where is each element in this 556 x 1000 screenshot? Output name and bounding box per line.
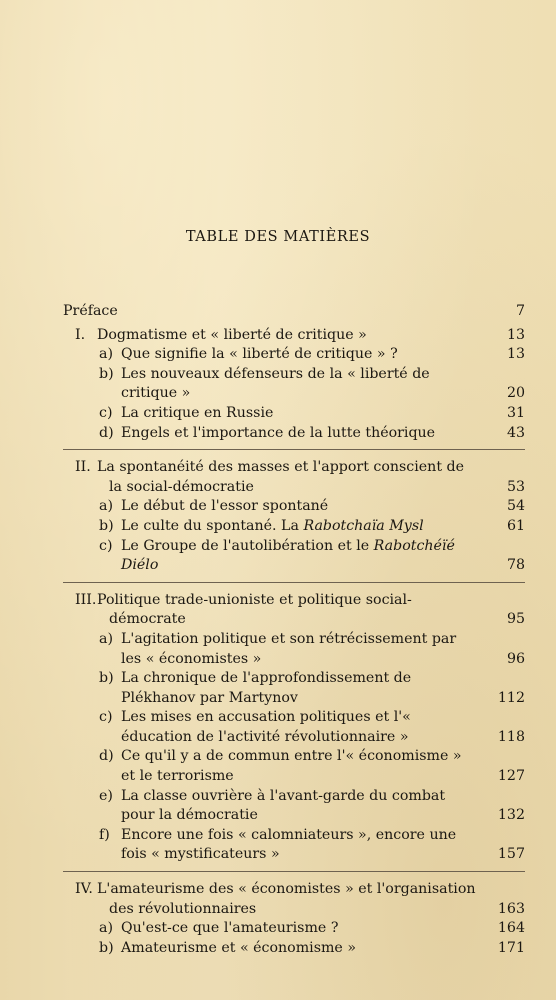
section-title: Politique trade-unioniste et politique social-démocrate [97,591,412,628]
section-number: III. [75,591,97,608]
item-letter: f) [99,826,110,843]
section-number: IV. [75,881,93,898]
divider [63,871,525,872]
table-of-contents [63,302,525,964]
section-heading [63,880,525,919]
item-letter: c) [99,404,113,421]
item-text: Le début de l'essor spontané [121,498,329,515]
item-italic-title: Rabotchéïé Diélo [121,537,455,574]
item-text: Ce qu'il y a de commun entre l'« économisme » et le terrorisme [121,748,462,785]
item-letter: b) [99,670,114,687]
toc-item [63,497,525,517]
section-3 [63,591,525,865]
item-page: 96 [506,650,525,667]
item-page: 171 [497,939,525,956]
item-text: Engels et l'importance de la lutte théorique [121,424,436,441]
section-title: L'amateurisme des « économistes » et l'organisation des révolutionnaires [97,881,476,917]
section-page: 163 [497,900,525,917]
toc-item [63,424,525,444]
section-heading [63,458,525,497]
section-page: 13 [506,326,525,343]
item-text: La critique en Russie [121,404,274,421]
item-page: 157 [497,846,525,863]
toc-item [63,787,525,826]
item-text: La chronique de l'approfondissement de Plékhanov par Martynov [121,670,412,706]
toc-item [63,537,525,576]
toc-item [63,747,525,786]
toc-item [63,708,525,747]
preface-entry [63,302,525,322]
toc-item [63,919,525,939]
item-page: 13 [506,346,525,363]
item-letter: d) [99,748,114,765]
item-page: 78 [506,557,525,574]
item-page: 54 [506,498,525,515]
divider [63,582,525,583]
section-4 [63,880,525,958]
toc-item [63,669,525,708]
item-page: 127 [497,768,525,785]
toc-item [63,630,525,669]
item-text: Les nouveaux défenseurs de la « liberté de critique » [121,365,430,402]
item-page: 20 [506,385,525,402]
section-number: II. [75,459,91,476]
item-text: Le Groupe de l'autolibération et le [121,537,374,554]
item-letter: e) [99,787,113,804]
item-page: 61 [506,517,525,534]
item-text: Les mises en accusation politiques et l'« éducation de l'activité révolutionnaire » [121,709,411,745]
toc-item [63,404,525,424]
divider [63,449,525,450]
item-page: 31 [506,404,525,421]
item-letter: a) [99,498,113,515]
item-letter: b) [99,365,114,382]
item-letter: d) [99,424,114,441]
item-text: La classe ouvrière à l'avant-garde du combat pour la démocratie [121,787,446,824]
item-text: Qu'est-ce que l'amateurisme ? [121,920,339,937]
item-letter: b) [99,517,114,534]
section-2 [63,458,525,576]
item-text: Amateurisme et « économisme » [121,939,357,956]
section-title: La spontanéité des masses et l'apport conscient de la social-démocratie [97,459,465,495]
toc-item [63,939,525,959]
item-letter: a) [99,630,113,647]
preface-page: 7 [515,303,525,319]
item-page: 164 [497,920,525,937]
section-1 [63,326,525,444]
item-italic-title: Rabotchaïa Mysl [303,517,424,534]
toc-item [63,365,525,404]
item-letter: b) [99,939,114,956]
toc-item [63,345,525,365]
section-number: I. [75,326,86,343]
toc-item [63,826,525,865]
item-text: Le culte du spontané. La [121,517,304,534]
item-page: 132 [497,807,525,824]
item-page: 118 [497,728,525,745]
section-page: 95 [506,611,525,628]
preface-label: Préface [63,303,118,319]
item-page: 112 [497,689,525,706]
item-text: Encore une fois « calomniateurs », encore une fois « mystificateurs » [121,826,457,863]
toc-item [63,517,525,537]
item-text: L'agitation politique et son rétrécissement par les « économistes » [121,630,457,667]
item-letter: a) [99,920,113,937]
item-letter: c) [99,537,113,554]
item-page: 43 [506,424,525,441]
section-page: 53 [506,478,525,495]
section-heading [63,591,525,630]
section-title: Dogmatisme et « liberté de critique » [97,326,367,343]
page-title: TABLE DES MATIÈRES [185,229,371,245]
section-heading [63,326,525,346]
item-text: Que signifie la « liberté de critique » ? [121,346,398,363]
item-letter: c) [99,709,113,726]
item-letter: a) [99,346,113,363]
